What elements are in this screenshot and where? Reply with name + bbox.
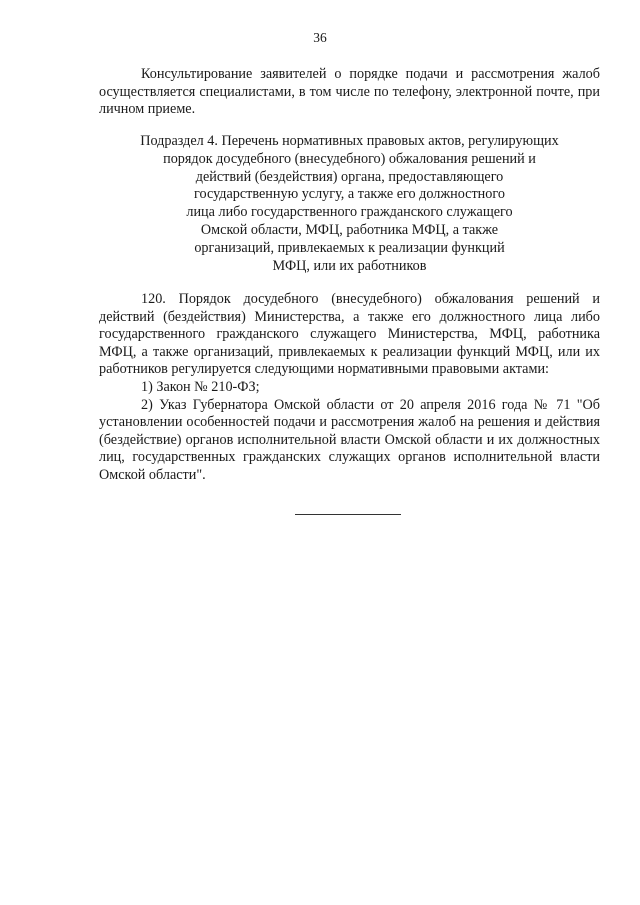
heading-line: МФЦ, или их работников (272, 257, 427, 274)
end-separator-line (295, 514, 401, 515)
main-section (99, 291, 600, 485)
heading-line: порядок досудебного (внесудебного) обжалования решений и (163, 150, 536, 167)
intro-paragraph: Консультирование заявителей о порядке подачи и рассмотрения жалоб осуществляется специалистами, в том числе по телефону, электронной почте, при личном приеме. (99, 66, 600, 118)
page-number: 36 (313, 30, 327, 45)
heading-line: организаций, привлекаемых к реализации функций (194, 239, 505, 256)
list-item-law: 1) Закон № 210-ФЗ; (141, 378, 260, 395)
heading-line: действий (бездействия) органа, предоставляющего (195, 168, 504, 185)
paragraph-120: 120. Порядок досудебного (внесудебного) обжалования решений и действий (бездействия) Министерства, а также его должностного лица либо государственного гражданского служащего Министерства, МФЦ, работника МФЦ, а также организаций, привлекаемых к реализации функций МФЦ, или их работников регулируется следующими нормативными правовыми актами: (99, 291, 600, 378)
list-item-decree: 2) Указ Губернатора Омской области от 20 апреля 2016 года № 71 "Об установлении особенностей подачи и рассмотрения жалоб на решения и действия (бездействие) органов исполнительной власти Омской области и их должностных лиц, государственных гражданских служащих органов исполнительной власти Омской области". (99, 396, 600, 483)
heading-line: лица либо государственного гражданского служащего (186, 204, 513, 221)
heading-line: Подраздел 4. Перечень нормативных правовых актов, регулирующих (140, 133, 559, 149)
subsection-heading (99, 133, 600, 275)
heading-line: Омской области, МФЦ, работника МФЦ, а также (200, 221, 499, 238)
heading-line: государственную услугу, а также его должностного (194, 186, 505, 203)
